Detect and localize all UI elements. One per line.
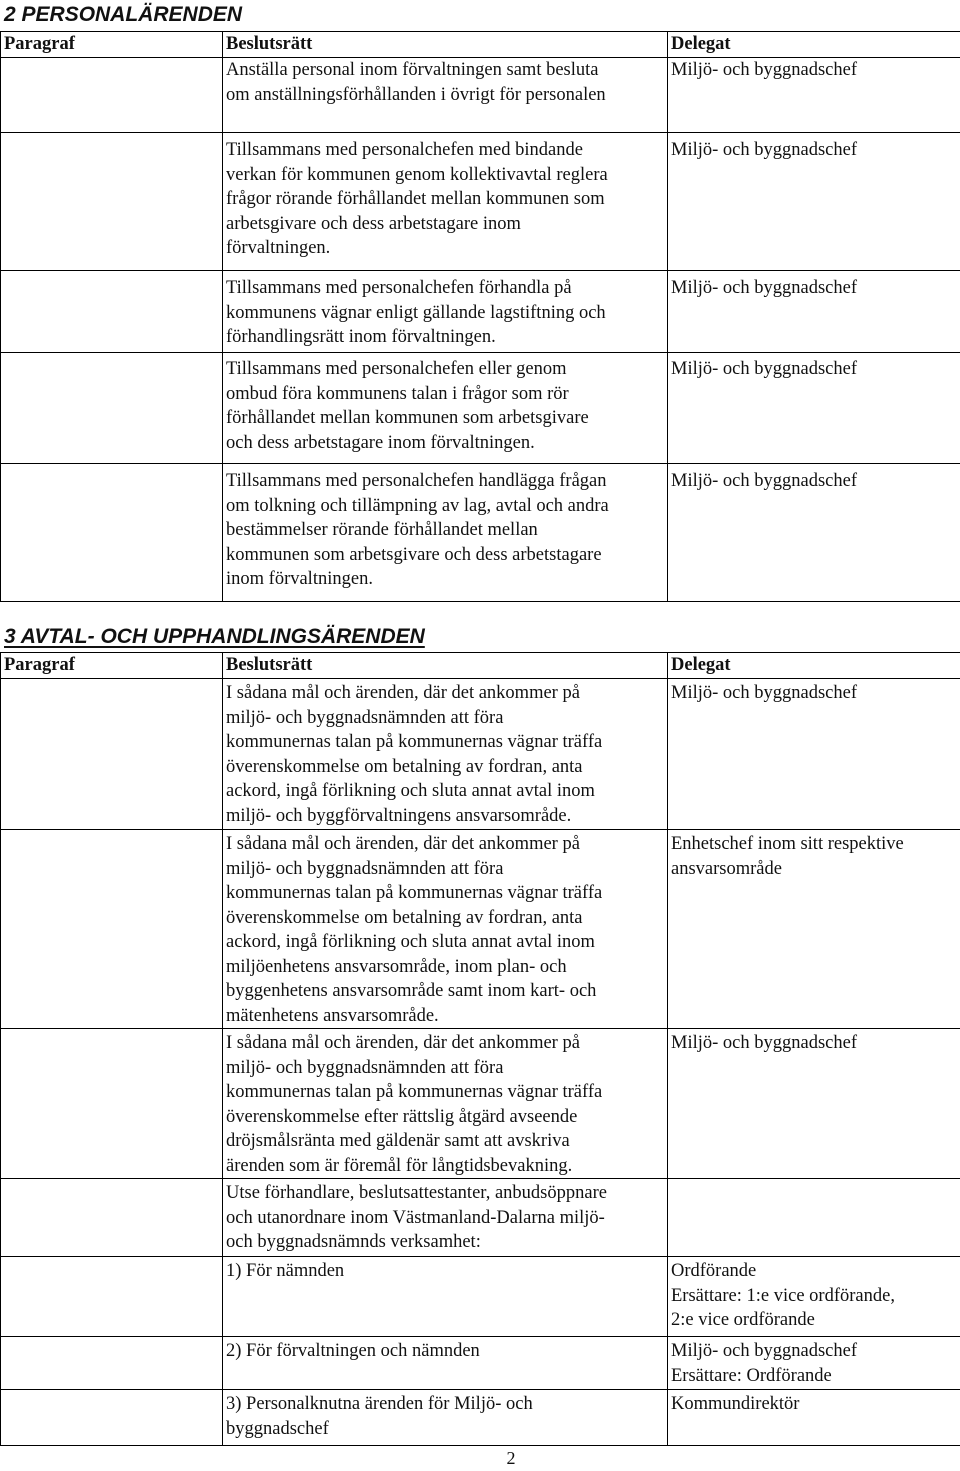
text-line: förhållandet mellan kommunen som arbetsgivare xyxy=(226,406,664,431)
section-2-title: 2 PERSONALÄRENDEN xyxy=(4,2,242,28)
column-header-beslutsratt: Beslutsrätt xyxy=(223,653,668,679)
text-line: ansvarsområde xyxy=(671,857,957,882)
delegat-cell xyxy=(668,353,960,464)
text-line: I sådana mål och ärenden, där det ankommer på xyxy=(226,1031,664,1056)
text-line: Tillsammans med personalchefen förhandla på xyxy=(226,276,664,301)
table-row xyxy=(1,464,960,602)
text-line: Enhetschef inom sitt respektive xyxy=(671,832,957,857)
delegat-cell xyxy=(668,58,960,133)
paragraf-cell xyxy=(1,58,223,133)
delegat-cell xyxy=(668,1179,960,1257)
table-row xyxy=(1,353,960,464)
text-line: bestämmelser rörande förhållandet mellan xyxy=(226,518,664,543)
text-line: kommunernas talan på kommunernas vägnar träffa xyxy=(226,1080,664,1105)
table-row xyxy=(1,679,960,830)
column-header-delegat: Delegat xyxy=(668,653,960,679)
text-line: inom förvaltningen. xyxy=(226,567,664,592)
beslutsratt-cell xyxy=(223,464,668,602)
text-line: byggenhetens ansvarsområde samt inom kart- och xyxy=(226,979,664,1004)
paragraf-cell xyxy=(1,271,223,353)
beslutsratt-cell xyxy=(223,1029,668,1179)
text-line: dröjsmålsränta med gäldenär samt att avskriva xyxy=(226,1129,664,1154)
table-row xyxy=(1,1029,960,1179)
text-line: förhandlingsrätt inom förvaltningen. xyxy=(226,325,664,350)
text-line: I sådana mål och ärenden, där det ankommer på xyxy=(226,681,664,706)
text-line: I sådana mål och ärenden, där det ankommer på xyxy=(226,832,664,857)
delegat-cell xyxy=(668,679,960,830)
paragraf-cell xyxy=(1,133,223,271)
text-line: om tolkning och tillämpning av lag, avtal och andra xyxy=(226,494,664,519)
delegat-cell xyxy=(668,1257,960,1337)
text-line: Tillsammans med personalchefen eller genom xyxy=(226,357,664,382)
text-line: ackord, ingå förlikning och sluta annat avtal inom xyxy=(226,930,664,955)
table-row xyxy=(1,133,960,271)
text-line: Miljö- och byggnadschef xyxy=(671,276,957,301)
page-number: 2 xyxy=(0,1446,960,1471)
delegat-cell xyxy=(668,830,960,1029)
text-line: kommunen som arbetsgivare och dess arbetstagare xyxy=(226,543,664,568)
delegat-cell xyxy=(668,271,960,353)
paragraf-cell xyxy=(1,830,223,1029)
text-line: Tillsammans med personalchefen med bindande xyxy=(226,138,664,163)
paragraf-cell xyxy=(1,1179,223,1257)
text-line: miljö- och byggnadsnämnden att föra xyxy=(226,857,664,882)
text-line: verkan för kommunen genom kollektivavtal reglera xyxy=(226,163,664,188)
text-line: överenskommelse om betalning av fordran, anta xyxy=(226,906,664,931)
beslutsratt-cell xyxy=(223,133,668,271)
delegat-cell xyxy=(668,1029,960,1179)
text-line: kommunernas talan på kommunernas vägnar träffa xyxy=(226,730,664,755)
text-line: Miljö- och byggnadschef xyxy=(671,357,957,382)
text-line: byggnadschef xyxy=(226,1417,664,1442)
table-row xyxy=(1,58,960,133)
table-row xyxy=(1,1179,960,1257)
text-line: Miljö- och byggnadschef xyxy=(671,681,957,706)
table-row xyxy=(1,830,960,1029)
delegat-cell xyxy=(668,133,960,271)
delegat-cell xyxy=(668,1390,960,1446)
text-line: Ersättare: 1:e vice ordförande, xyxy=(671,1284,957,1309)
text-line: frågor rörande förhållandet mellan kommunen som xyxy=(226,187,664,212)
text-line: Miljö- och byggnadschef xyxy=(671,1339,957,1364)
table-row xyxy=(1,1390,960,1446)
beslutsratt-cell xyxy=(223,1179,668,1257)
paragraf-cell xyxy=(1,679,223,830)
text-line: mätenhetens ansvarsområde. xyxy=(226,1004,664,1029)
personal-delegation-table xyxy=(0,31,960,602)
text-line: ärenden som är föremål för långtidsbevakning. xyxy=(226,1154,664,1179)
beslutsratt-cell xyxy=(223,1257,668,1337)
text-line: kommunens vägnar enligt gällande lagstiftning och xyxy=(226,301,664,326)
text-line: om anställningsförhållanden i övrigt för personalen xyxy=(226,83,664,108)
beslutsratt-cell xyxy=(223,353,668,464)
paragraf-cell xyxy=(1,1029,223,1179)
delegat-cell xyxy=(668,1337,960,1390)
text-line: Tillsammans med personalchefen handlägga frågan xyxy=(226,469,664,494)
table-row xyxy=(1,271,960,353)
column-header-beslutsratt: Beslutsrätt xyxy=(223,32,668,58)
text-line: miljö- och byggförvaltningens ansvarsområde. xyxy=(226,804,664,829)
text-line: arbetsgivare och dess arbetstagare inom xyxy=(226,212,664,237)
text-line: Miljö- och byggnadschef xyxy=(671,1031,957,1056)
text-line: och dess arbetstagare inom förvaltningen. xyxy=(226,431,664,456)
text-line: Miljö- och byggnadschef xyxy=(671,469,957,494)
text-line: Miljö- och byggnadschef xyxy=(671,138,957,163)
text-line: kommunernas talan på kommunernas vägnar träffa xyxy=(226,881,664,906)
text-line: miljöenhetens ansvarsområde, inom plan- och xyxy=(226,955,664,980)
paragraf-cell xyxy=(1,353,223,464)
paragraf-cell xyxy=(1,464,223,602)
avtal-delegation-table xyxy=(0,652,960,1446)
text-line: förvaltningen. xyxy=(226,236,664,261)
paragraf-cell xyxy=(1,1390,223,1446)
table-row xyxy=(1,1337,960,1390)
table-row xyxy=(1,1257,960,1337)
text-line: 3) Personalknutna ärenden för Miljö- och xyxy=(226,1392,664,1417)
text-line: överenskommelse om betalning av fordran, anta xyxy=(226,755,664,780)
column-header-paragraf: Paragraf xyxy=(1,32,223,58)
paragraf-cell xyxy=(1,1257,223,1337)
beslutsratt-cell xyxy=(223,1390,668,1446)
text-line: Utse förhandlare, beslutsattestanter, anbudsöppnare xyxy=(226,1181,664,1206)
text-line: ombud föra kommunens talan i frågor som rör xyxy=(226,382,664,407)
text-line: Ordförande xyxy=(671,1259,957,1284)
table-header-row xyxy=(1,653,960,679)
text-line: 1) För nämnden xyxy=(226,1259,664,1284)
text-line: Ersättare: Ordförande xyxy=(671,1364,957,1389)
text-line: Anställa personal inom förvaltningen samt besluta xyxy=(226,58,664,83)
text-line: miljö- och byggnadsnämnden att föra xyxy=(226,706,664,731)
beslutsratt-cell xyxy=(223,58,668,133)
text-line: 2:e vice ordförande xyxy=(671,1308,957,1333)
text-line: 2) För förvaltningen och nämnden xyxy=(226,1339,664,1364)
text-line: Kommundirektör xyxy=(671,1392,957,1417)
column-header-delegat: Delegat xyxy=(668,32,960,58)
text-line: miljö- och byggnadsnämnden att föra xyxy=(226,1056,664,1081)
beslutsratt-cell xyxy=(223,1337,668,1390)
text-line: ackord, ingå förlikning och sluta annat avtal inom xyxy=(226,779,664,804)
column-header-paragraf: Paragraf xyxy=(1,653,223,679)
text-line: Miljö- och byggnadschef xyxy=(671,58,957,83)
text-line: och byggnadsnämnds verksamhet: xyxy=(226,1230,664,1255)
text-line: överenskommelse efter rättslig åtgärd avseende xyxy=(226,1105,664,1130)
delegat-cell xyxy=(668,464,960,602)
table-header-row xyxy=(1,32,960,58)
beslutsratt-cell xyxy=(223,679,668,830)
beslutsratt-cell xyxy=(223,271,668,353)
beslutsratt-cell xyxy=(223,830,668,1029)
section-3-title: 3 AVTAL- OCH UPPHANDLINGSÄRENDEN xyxy=(4,624,425,650)
text-line: och utanordnare inom Västmanland-Dalarna miljö- xyxy=(226,1206,664,1231)
paragraf-cell xyxy=(1,1337,223,1390)
